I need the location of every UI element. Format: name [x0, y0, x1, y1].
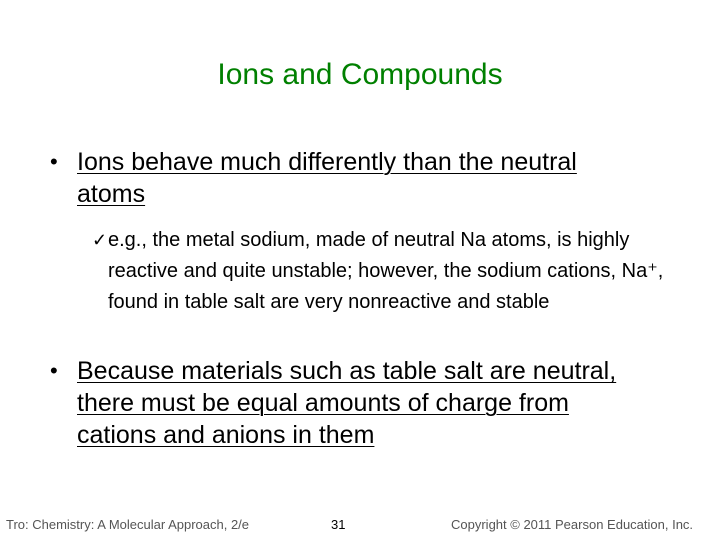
bullet-text: Because materials such as table salt are neutral, there must be equal amounts of charge from cations and anions in them	[77, 357, 617, 449]
footer-copyright: Copyright © 2011 Pearson Education, Inc.	[451, 517, 694, 532]
slide-title	[0, 58, 720, 92]
footer-book-title: Tro: Chemistry: A Molecular Approach, 2/e	[6, 517, 250, 532]
slide-title-text: Ions and Compounds	[217, 58, 503, 91]
bullet-marker: •	[50, 358, 58, 383]
bullet-item	[50, 146, 610, 210]
sub-bullet-text: e.g., the metal sodium, made of neutral Na atoms, is highly reactive and quite unstable; however, the sodium cations, Na⁺, found in table salt are very nonreactive and stable	[108, 229, 664, 313]
bullet-item	[50, 355, 650, 451]
bullet-text: Ions behave much differently than the neutral atoms	[77, 148, 577, 208]
sub-bullet-item	[92, 225, 672, 318]
footer-page-number: 31	[331, 517, 346, 532]
checkmark-icon: ✓	[92, 230, 108, 250]
bullet-marker: •	[50, 149, 58, 174]
